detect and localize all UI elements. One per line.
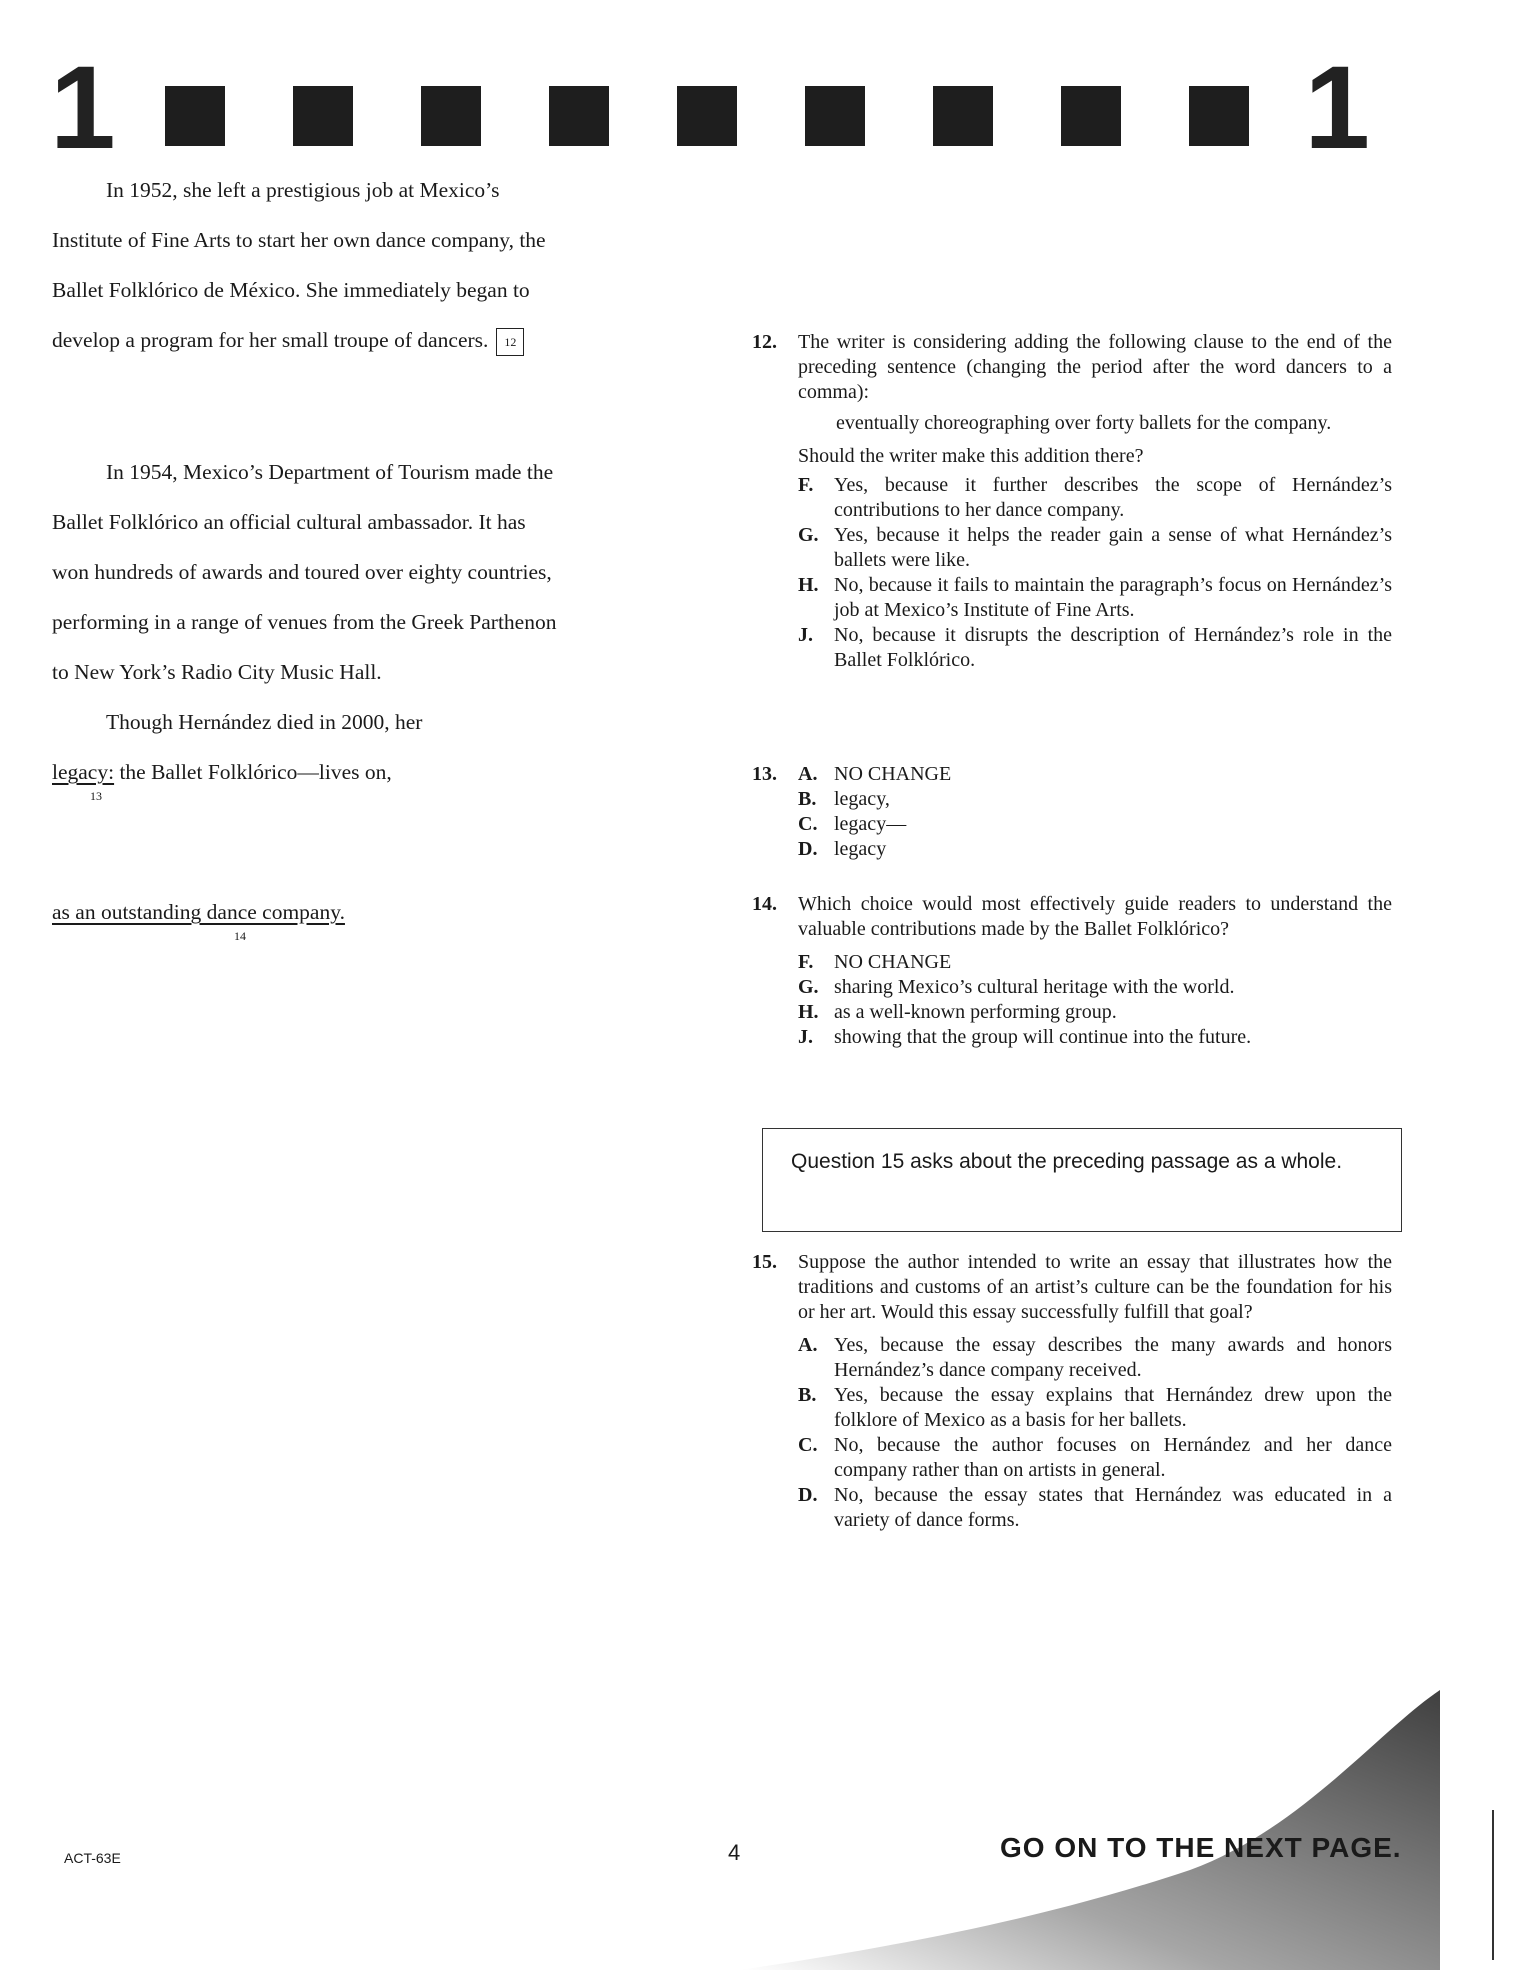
option-text: Yes, because the essay describes the many awards and honors Hernández’s dance company received. <box>834 1334 1392 1381</box>
question-number: 14. <box>752 893 777 915</box>
answer-option[interactable] <box>798 623 1392 673</box>
answer-option[interactable] <box>798 975 1392 1000</box>
option-letter: F. <box>798 951 814 973</box>
option-text: No, because it disrupts the description of Hernández’s role in the Ballet Folklórico. <box>834 624 1392 671</box>
option-letter: D. <box>798 838 818 860</box>
option-text: sharing Mexico’s cultural heritage with the world. <box>834 976 1235 998</box>
question-15 <box>752 1250 1392 1533</box>
option-text: NO CHANGE <box>834 763 952 785</box>
option-letter: B. <box>798 788 817 810</box>
answer-option[interactable] <box>798 950 1392 975</box>
question-stem: Which choice would most effectively guide readers to understand the valuable contributions made by the Ballet Folklórico? <box>798 893 1392 940</box>
passage-line: In 1952, she left a prestigious job at Mexico’s <box>106 178 500 202</box>
option-text: No, because it fails to maintain the paragraph’s focus on Hernández’s job at Mexico’s Institute of Fine Arts. <box>834 574 1392 621</box>
passage-line: Ballet Folklórico an official cultural ambassador. It has <box>52 510 526 534</box>
question-number: 13. <box>752 763 777 785</box>
option-letter: C. <box>798 813 818 835</box>
go-on-label: GO ON TO THE NEXT PAGE. <box>1000 1832 1402 1863</box>
section-squares <box>165 86 1290 148</box>
option-text: legacy— <box>834 813 907 835</box>
question-number: 12. <box>752 331 777 353</box>
scan-noise <box>740 1690 1440 1970</box>
option-text: legacy, <box>834 788 890 810</box>
section-square <box>933 86 993 146</box>
passage-text: develop a program for her small troupe of dancers. <box>52 328 489 352</box>
underline-number-13: 13 <box>90 789 102 803</box>
answer-option[interactable] <box>798 1000 1392 1025</box>
question-stem: Suppose the author intended to write an essay that illustrates how the traditions and customs of an artist’s culture can be the foundation for his or her art. Would this essay successfully fulfill that goal? <box>798 1251 1392 1323</box>
answer-option[interactable] <box>798 1025 1392 1050</box>
question-number: 15. <box>752 1251 777 1273</box>
answer-option[interactable] <box>798 1333 1392 1383</box>
question-quote: eventually choreographing over forty ballets for the company. <box>836 412 1332 434</box>
answer-option[interactable] <box>798 787 1392 812</box>
section-header <box>50 42 1370 174</box>
answer-option[interactable] <box>798 1383 1392 1433</box>
answer-option[interactable] <box>798 762 1392 787</box>
answer-option[interactable] <box>798 1433 1392 1483</box>
passage-line: Institute of Fine Arts to start her own dance company, the <box>52 228 546 252</box>
option-text: legacy <box>834 838 887 860</box>
question-12 <box>752 330 1392 673</box>
answer-option[interactable] <box>798 812 1392 837</box>
passage-line-underlined-13 <box>52 757 392 787</box>
answer-option[interactable] <box>798 523 1392 573</box>
question-14 <box>752 892 1392 1050</box>
option-letter: A. <box>798 763 818 785</box>
section-square <box>1189 86 1249 146</box>
question-prompt: Should the writer make this addition there? <box>798 445 1144 467</box>
section-square <box>549 86 609 146</box>
option-letter: A. <box>798 1334 818 1356</box>
underlined-portion-13[interactable]: legacy: <box>52 760 115 784</box>
option-text: No, because the essay states that Hernández was educated in a variety of dance forms. <box>834 1484 1392 1531</box>
answer-option[interactable] <box>798 473 1392 523</box>
option-letter: J. <box>798 1026 813 1048</box>
answer-option[interactable] <box>798 573 1392 623</box>
option-letter: J. <box>798 624 813 646</box>
passage-line: In 1954, Mexico’s Department of Tourism made the <box>106 460 554 484</box>
option-text: NO CHANGE <box>834 951 952 973</box>
section-square <box>677 86 737 146</box>
question-13 <box>752 762 1392 862</box>
option-text: Yes, because it further describes the scope of Hernández’s contributions to her dance company. <box>834 474 1392 521</box>
question-box-marker[interactable]: 12 <box>496 328 524 356</box>
form-code: ACT-63E <box>64 1850 121 1866</box>
underlined-portion-14[interactable]: as an outstanding dance company. <box>52 900 345 924</box>
page-number: 4 <box>728 1840 741 1865</box>
section-square <box>1061 86 1121 146</box>
option-text: No, because the author focuses on Hernández and her dance company rather than on artists in general. <box>834 1434 1392 1481</box>
passage-note-box: Question 15 asks about the preceding passage as a whole. <box>762 1128 1402 1232</box>
option-text: Yes, because the essay explains that Hernández drew upon the folklore of Mexico as a basis for her ballets. <box>834 1384 1392 1431</box>
option-letter: G. <box>798 976 819 998</box>
section-number-left: 1 <box>50 42 116 174</box>
option-text: showing that the group will continue into the future. <box>834 1026 1252 1048</box>
passage-line <box>52 325 524 356</box>
answer-option[interactable] <box>798 837 1392 862</box>
option-letter: H. <box>798 1001 819 1023</box>
section-square <box>421 86 481 146</box>
section-square <box>293 86 353 146</box>
option-letter: G. <box>798 524 819 546</box>
passage-line: to New York’s Radio City Music Hall. <box>52 660 382 684</box>
option-letter: D. <box>798 1484 818 1506</box>
underline-number-14: 14 <box>234 929 246 943</box>
passage-line: performing in a range of venues from the Greek Parthenon <box>52 610 557 634</box>
option-letter: B. <box>798 1384 817 1406</box>
section-number-right: 1 <box>1304 42 1370 174</box>
option-letter: F. <box>798 474 814 496</box>
passage-line: won hundreds of awards and toured over eighty countries, <box>52 560 552 584</box>
answer-option[interactable] <box>798 1483 1392 1533</box>
scan-edge-line <box>1492 1810 1494 1960</box>
option-text: as a well-known performing group. <box>834 1001 1117 1023</box>
passage-line: Though Hernández died in 2000, her <box>106 710 423 734</box>
option-letter: C. <box>798 1434 818 1456</box>
section-square <box>805 86 865 146</box>
passage-line-underlined-14 <box>52 897 345 927</box>
option-letter: H. <box>798 574 819 596</box>
passage-line: Ballet Folklórico de México. She immediately began to <box>52 278 530 302</box>
passage-text: the Ballet Folklórico—lives on, <box>114 760 392 784</box>
question-stem: The writer is considering adding the following clause to the end of the preceding sentence (changing the period after the word dancers to a comma): <box>798 331 1392 403</box>
option-text: Yes, because it helps the reader gain a sense of what Hernández’s ballets were like. <box>834 524 1392 571</box>
section-square <box>165 86 225 146</box>
